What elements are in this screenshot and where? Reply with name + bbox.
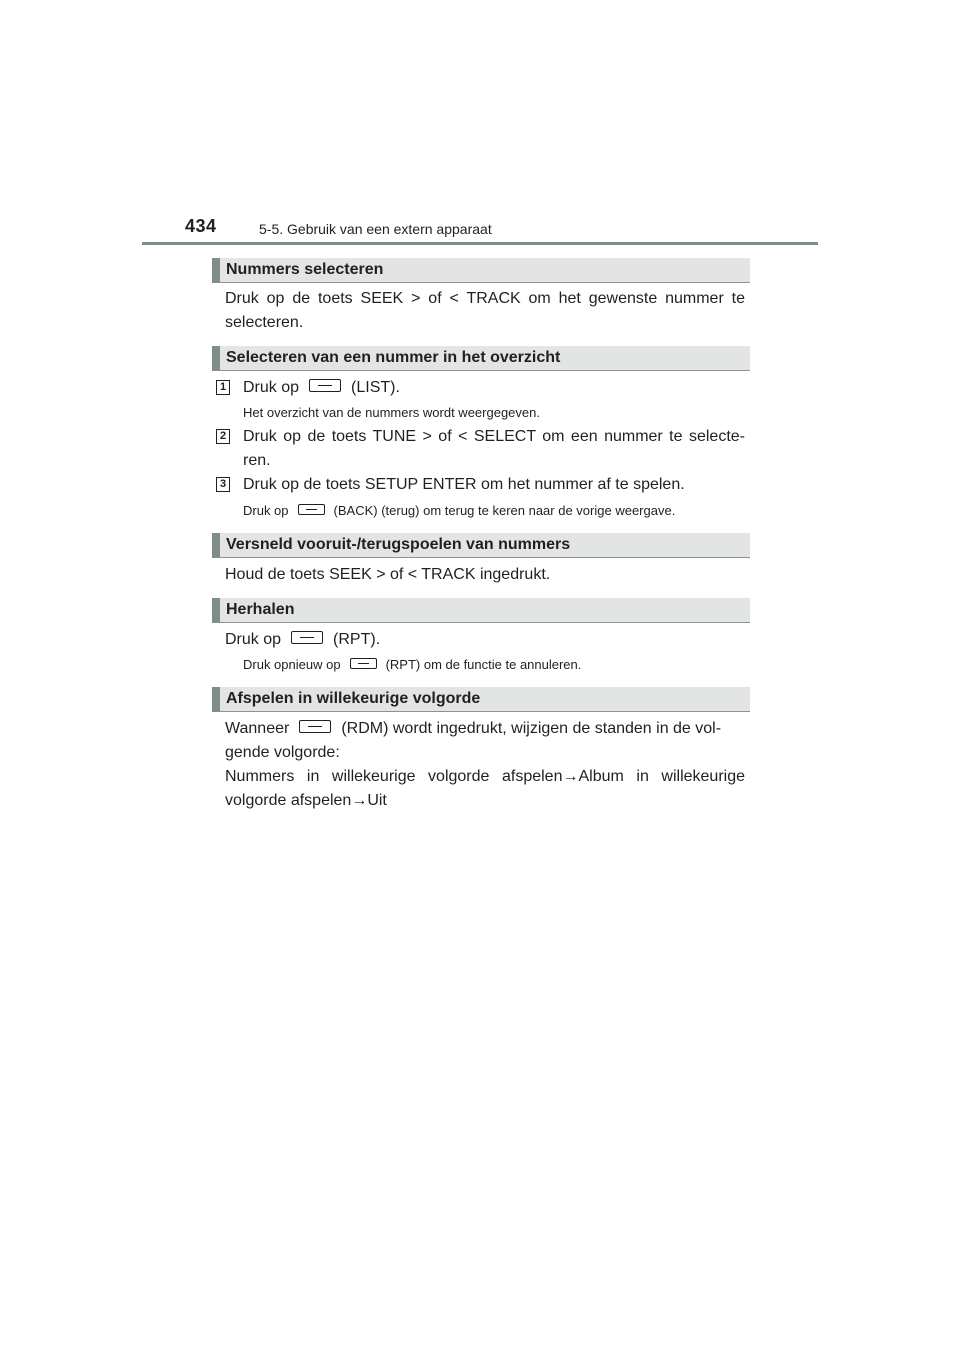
- back-button-icon: [298, 504, 325, 515]
- section-title: Selecteren van een nummer in het overzicht: [226, 349, 561, 366]
- step-number-3: 3: [216, 477, 230, 492]
- step-1-pre: Druk op: [243, 379, 300, 396]
- random-line1-pre: Wanneer: [225, 720, 290, 737]
- step-1-text: [243, 376, 745, 400]
- repeat-note-post: (RPT) om de functie te annuleren.: [385, 657, 582, 672]
- step-number-1: 1: [216, 380, 230, 395]
- step-1-post: (LIST).: [351, 379, 400, 396]
- section-heading-herhalen: [212, 598, 750, 623]
- chapter-title: 5-5. Gebruik van een extern apparaat: [259, 221, 492, 237]
- paragraph-random-line4: volgorde afspelen→Uit: [225, 792, 387, 809]
- step-2-text: Druk op de toets TUNE > of < SELECT om een nummer te selecte-ren.: [243, 428, 745, 469]
- paragraph-fast-forward: Houd de toets SEEK > of < TRACK ingedrukt.: [225, 566, 551, 583]
- section-heading-nummers-selecteren: [212, 258, 750, 283]
- paragraph-select-tracks: Druk op de toets SEEK > of < TRACK om het gewenste nummer te selecteren.: [225, 290, 745, 331]
- repeat-post: (RPT).: [333, 631, 381, 648]
- step-3-text: Druk op de toets SETUP ENTER om het nummer af te spelen.: [243, 476, 685, 493]
- paragraph-random-line1: [225, 717, 745, 741]
- step-1-note: Het overzicht van de nummers wordt weergegeven.: [243, 405, 540, 420]
- section-heading-fast-forward-rewind: [212, 533, 750, 558]
- paragraph-random-line3: Nummers in willekeurige volgorde afspelen→Album in willekeurige: [225, 768, 745, 785]
- rdm-button-icon: [299, 720, 331, 733]
- header-divider: [142, 242, 818, 245]
- section-title: Afspelen in willekeurige volgorde: [226, 690, 481, 707]
- page-number: 434: [185, 216, 217, 236]
- repeat-pre: Druk op: [225, 631, 282, 648]
- step-number-2: 2: [216, 429, 230, 444]
- repeat-note-pre: Druk opnieuw op: [243, 657, 341, 672]
- section-heading-select-from-list: [212, 346, 750, 371]
- list-button-icon: [309, 379, 341, 392]
- section-title: Herhalen: [226, 601, 295, 618]
- step-3-note-pre: Druk op: [243, 503, 289, 518]
- random-line1-post: (RDM) wordt ingedrukt, wijzigen de standen in de vol-: [341, 720, 722, 737]
- section-title: Versneld vooruit-/terugspoelen van nummers: [226, 536, 571, 553]
- rpt-button-icon: [291, 631, 323, 644]
- repeat-note: [243, 656, 581, 674]
- section-title: Nummers selecteren: [226, 261, 384, 278]
- step-3-note-post: (BACK) (terug) om terug te keren naar de vorige weergave.: [333, 503, 676, 518]
- paragraph-random-line2: gende volgorde:: [225, 744, 340, 761]
- step-3-note: [243, 502, 675, 520]
- rpt-button-icon: [350, 658, 377, 669]
- section-heading-random-order: [212, 687, 750, 712]
- paragraph-repeat: [225, 628, 745, 652]
